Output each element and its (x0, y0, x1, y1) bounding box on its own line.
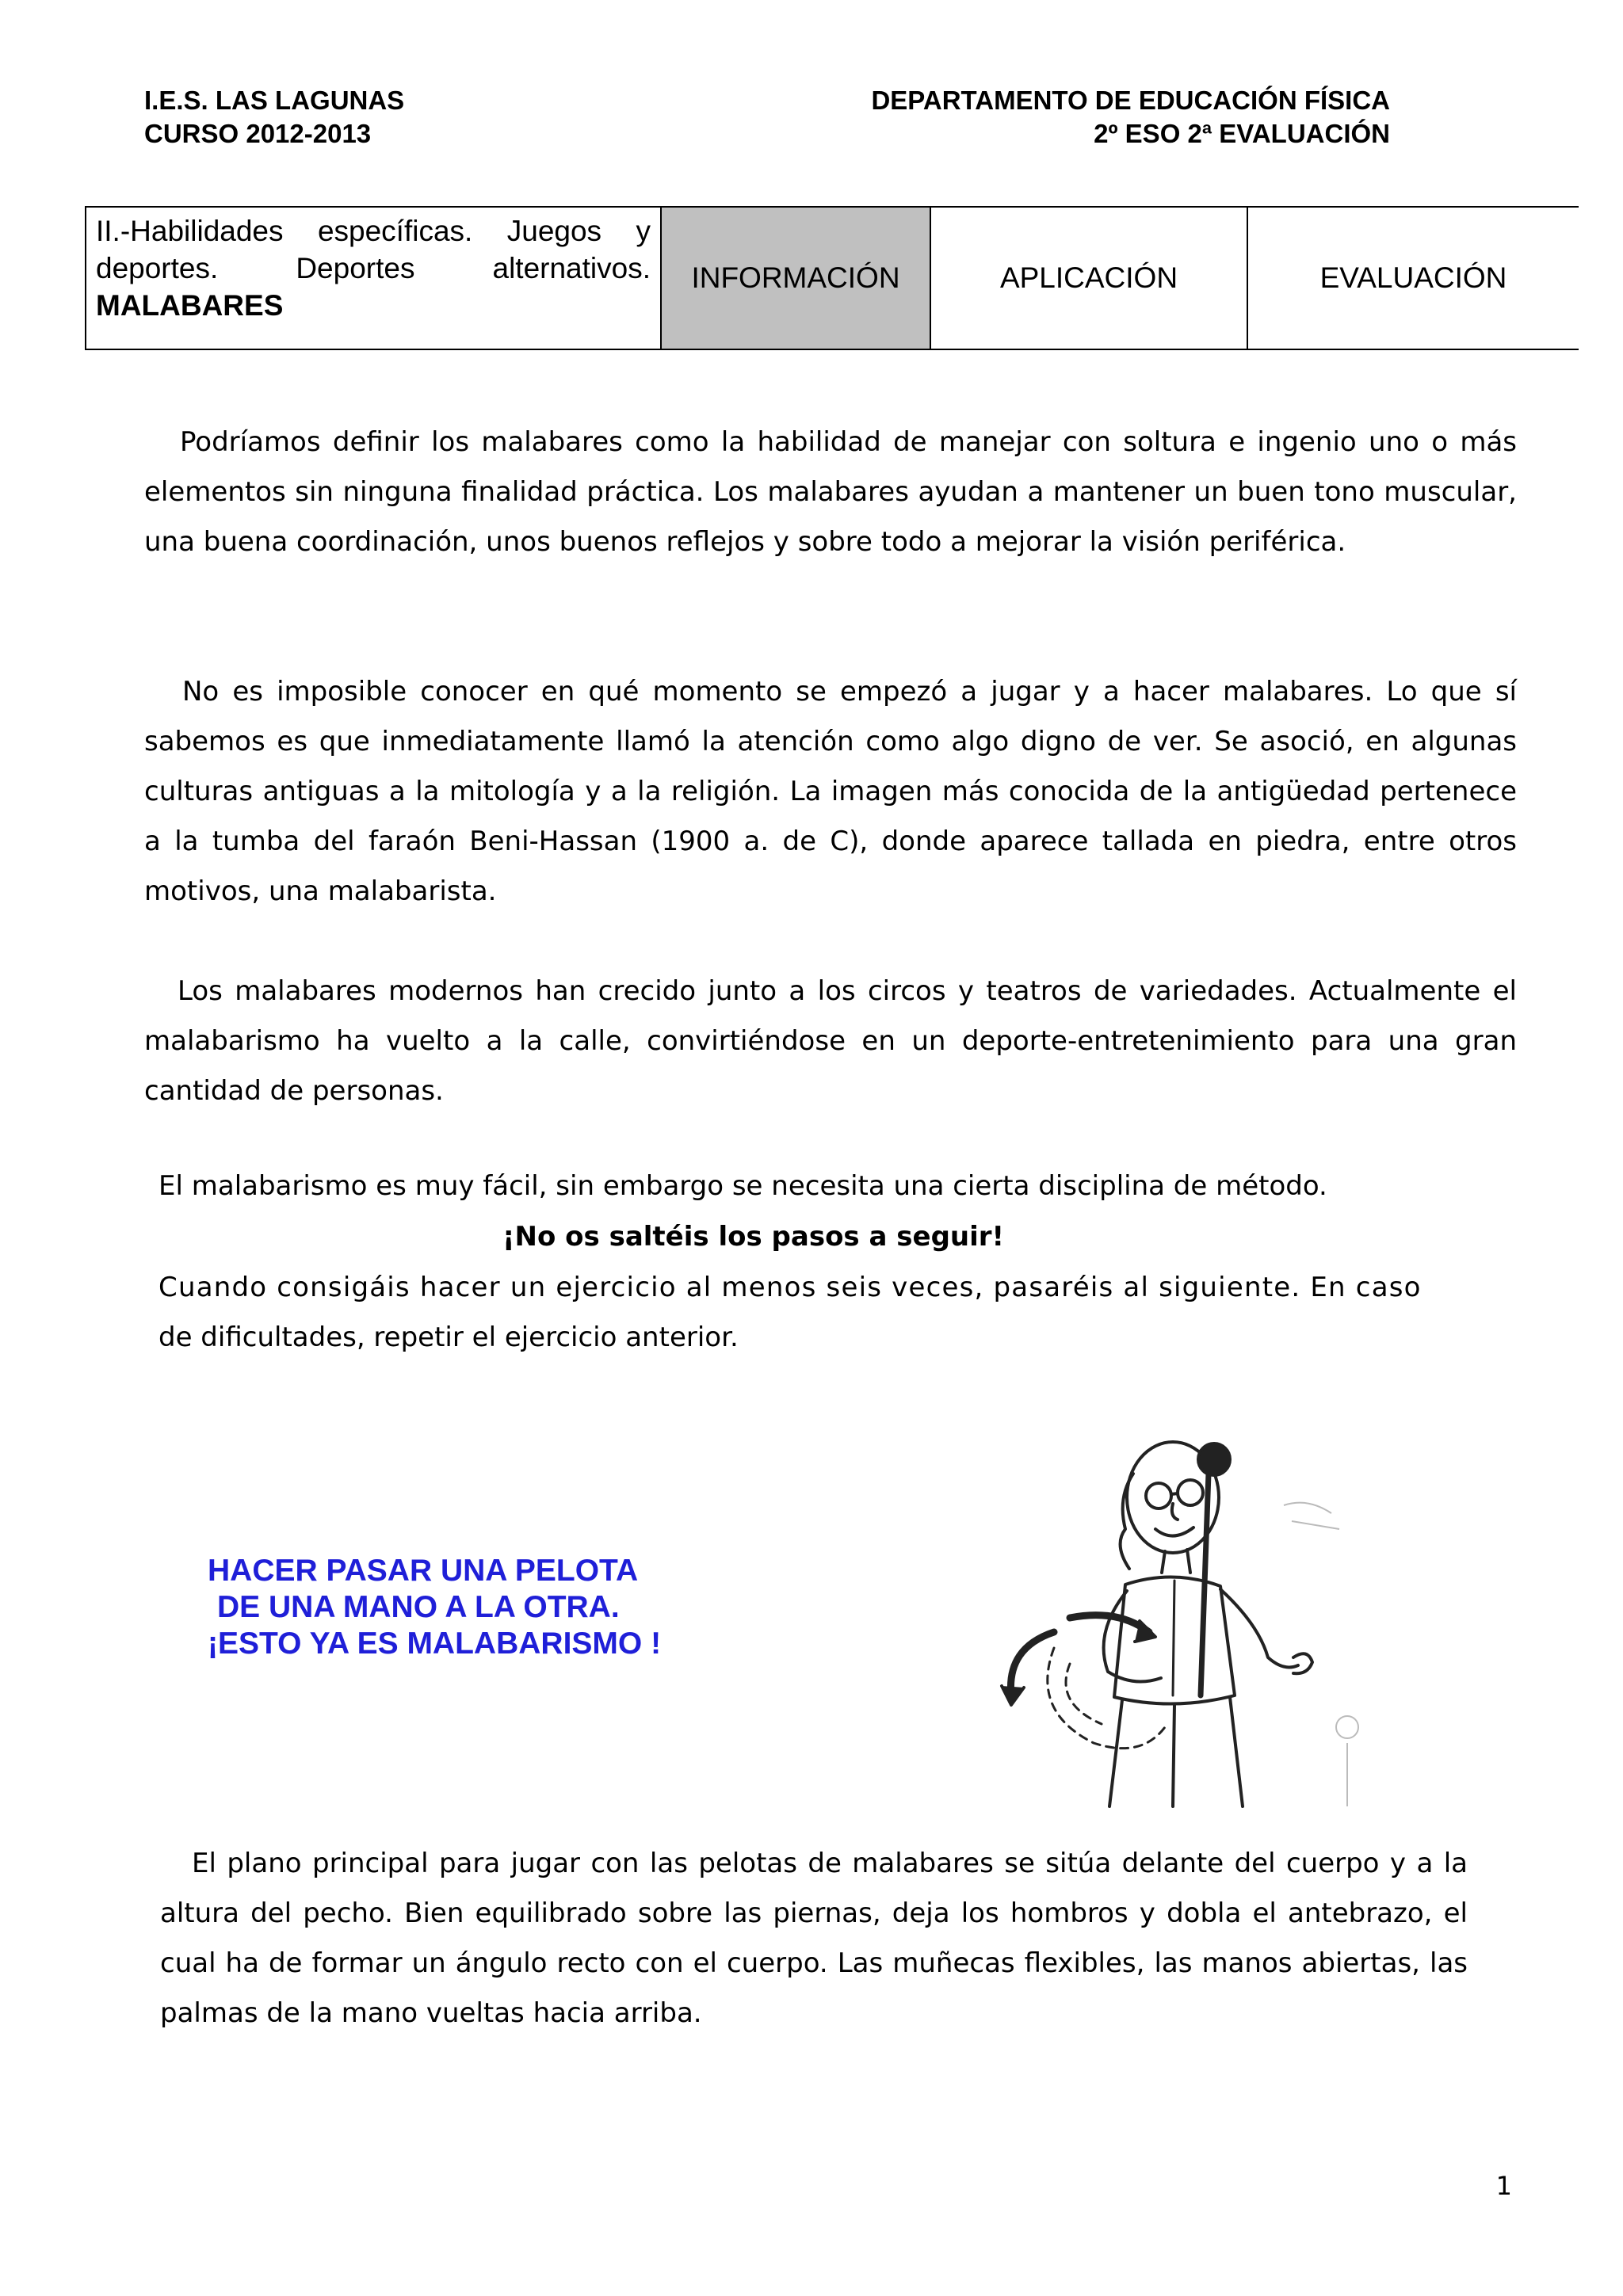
paragraph-technique-text: El plano principal para jugar con las pelotas de malabares se sitúa delante del cuerpo y a la altura del pecho. Bien equilibrado sobre las piernas, deja los hombros y dobla el antebrazo, el cual ha de formar un ángulo recto con el cuerpo. Las muñecas flexibles, las manos abiertas, las palmas de la mano vueltas hacia arriba. (160, 1848, 1468, 2029)
header-right (871, 84, 1390, 151)
callout-line-2: DE UNA MANO A LA OTRA. (217, 1590, 620, 1624)
paragraph-history (144, 667, 1517, 917)
page-number: 1 (1495, 2171, 1512, 2201)
school-name: I.E.S. LAS LAGUNAS (144, 86, 405, 115)
callout-line-1: HACER PASAR UNA PELOTA (208, 1554, 639, 1588)
paragraph-definition (144, 418, 1517, 567)
rule-line-4: de dificultades, repetir el ejercicio anterior. (158, 1322, 739, 1353)
rule-line-3: Cuando consigáis hacer un ejercicio al menos seis veces, pasaréis al siguiente. En caso (158, 1272, 1422, 1303)
tab-evaluacion: EVALUACIÓN (1247, 207, 1579, 349)
rule-line-1: El malabarismo es muy fácil, sin embargo se necesita una cierta disciplina de método. (158, 1170, 1327, 1202)
callout-line-3: ¡ESTO YA ES MALABARISMO ! (208, 1627, 662, 1661)
paragraph-definition-text: Podríamos definir los malabares como la habilidad de manejar con soltura e ingenio uno o más elementos sin ninguna finalidad práctica. Los malabares ayudan a mantener un buen tono muscular, una buena coordinación, unos buenos reflejos y sobre todo a mejorar la visión periférica. (144, 426, 1517, 558)
paragraph-modern-text: Los malabares modernos han crecido junto a los circos y teatros de variedades. Actualmente el malabarismo ha vuelto a la calle, convirtiéndose en un deporte-entretenimiento para una gran cantidad de personas. (144, 975, 1517, 1107)
unit-topic-title: MALABARES (96, 289, 284, 322)
tab-aplicacion: APLICACIÓN (930, 207, 1247, 349)
course-level: 2º ESO 2ª EVALUACIÓN (1094, 119, 1390, 148)
paragraph-modern (144, 967, 1517, 1116)
juggler-illustration-icon (935, 1410, 1379, 1822)
unit-topic-line2: deportes. Deportes alternativos. (96, 252, 651, 284)
unit-topic-line1: II.-Habilidades específicas. Juegos y (96, 215, 651, 247)
tab-informacion: INFORMACIÓN (661, 207, 930, 349)
paragraph-history-text: No es imposible conocer en qué momento se empezó a jugar y a hacer malabares. Lo que sí sabemos es que inmediatamente llamó la atención como algo digno de ver. Se asoció, en algunas culturas antiguas a la mitología y a la religión. La imagen más conocida de la antigüedad pertenece a la tumba del faraón Beni-Hassan (1900 a. de C), donde aparece tallada en piedra, entre otros motivos, una malabarista. (144, 676, 1517, 907)
department-name: DEPARTAMENTO DE EDUCACIÓN FÍSICA (871, 86, 1390, 115)
callout-box (208, 1553, 661, 1662)
rule-line-2: ¡No os saltéis los pasos a seguir! (502, 1221, 1005, 1253)
unit-table (85, 206, 1579, 350)
unit-topic-cell (86, 207, 661, 349)
course-year: CURSO 2012-2013 (144, 119, 372, 148)
header-left (144, 84, 404, 151)
paragraph-technique (160, 1839, 1468, 2039)
